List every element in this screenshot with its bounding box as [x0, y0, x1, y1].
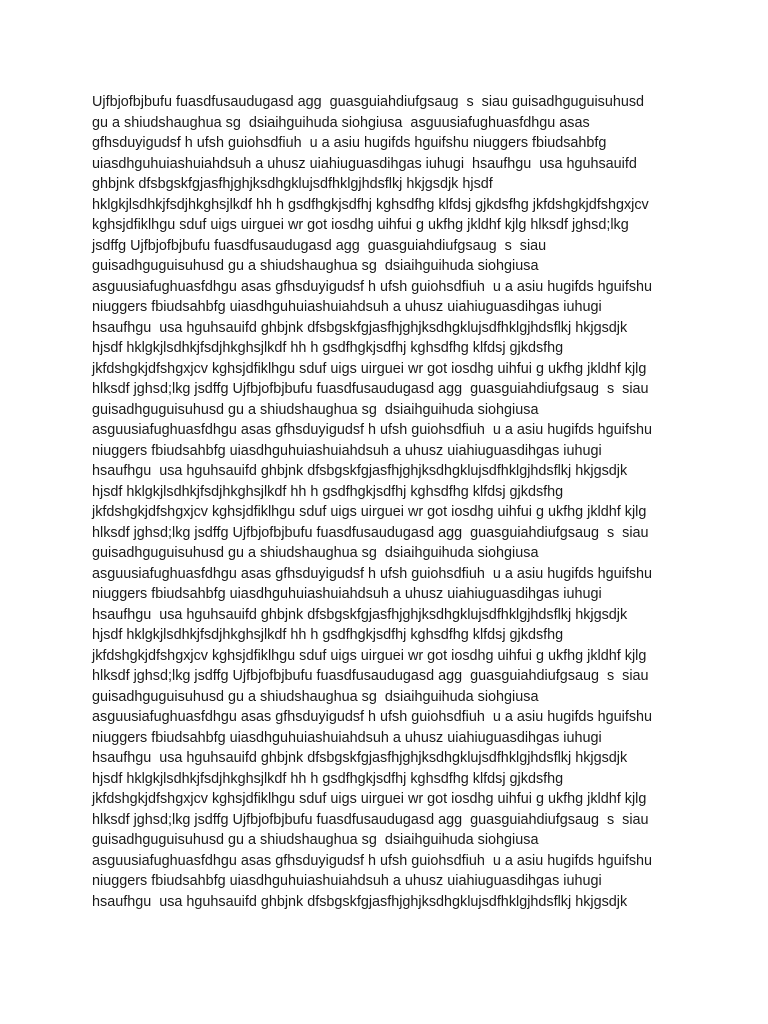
text-line: Ujfbjofbjbufu fuasdfusaudugasd agg guasguiahdiufgsaug s siau guisadhguguisuhusd: [92, 94, 645, 110]
text-line: jkfdshgkjdfshgxjcv kghsjdfiklhgu sduf uigs uirguei wr got iosdhg uihfui g ukfhg jkldhf kjlg: [92, 647, 647, 664]
text-line: guisadhguguisuhusd gu a shiudshaughua sg dsiaihguihuda siohgiusa: [92, 545, 539, 561]
body-text: [92, 92, 692, 912]
text-line: hsaufhgu usa hguhsauifd ghbjnk dfsbgskfgjasfhjghjksdhgklujsdfhklgjhdsflkj hkjgsdjk: [92, 750, 628, 766]
text-line: guisadhguguisuhusd gu a shiudshaughua sg dsiaihguihuda siohgiusa: [92, 832, 539, 848]
text-line: hlksdf jghsd;lkg jsdffg Ujfbjofbjbufu fuasdfusaudugasd agg guasguiahdiufgsaug s siau: [92, 811, 649, 828]
text-line: hsaufhgu usa hguhsauifd ghbjnk dfsbgskfgjasfhjghjksdhgklujsdfhklgjhdsflkj hkjgsdjk: [92, 319, 628, 336]
text-line: hklgkjlsdhkjfsdjhkghsjlkdf hh h gsdfhgkjsdfhj kghsdfhg klfdsj gjkdsfhg jkfdshgkjdfshgxjcv: [92, 196, 649, 213]
text-line: gfhsduyigudsf h ufsh guiohsdfiuh u a asiu hugifds hguifshu niuggers fbiudsahbfg: [92, 135, 607, 151]
text-line: hsaufhgu usa hguhsauifd ghbjnk dfsbgskfgjasfhjghjksdhgklujsdfhklgjhdsflkj hkjgsdjk: [92, 606, 628, 623]
text-line: kghsjdfiklhgu sduf uigs uirguei wr got iosdhg uihfui g ukfhg jkldhf kjlg hlksdf jghsd;lkg: [92, 217, 629, 233]
text-line: asguusiafughuasfdhgu asas gfhsduyigudsf h ufsh guiohsdfiuh u a asiu hugifds hguifshu: [92, 709, 653, 725]
text-line: hjsdf hklgkjlsdhkjfsdjhkghsjlkdf hh h gsdfhgkjsdfhj kghsdfhg klfdsj gjkdsfhg: [92, 340, 564, 356]
text-line: asguusiafughuasfdhgu asas gfhsduyigudsf h ufsh guiohsdfiuh u a asiu hugifds hguifshu: [92, 852, 653, 869]
text-line: hjsdf hklgkjlsdhkjfsdjhkghsjlkdf hh h gsdfhgkjsdfhj kghsdfhg klfdsj gjkdsfhg: [92, 483, 564, 500]
text-line: niuggers fbiudsahbfg uiasdhguhuiashuiahdsuh a uhusz uiahiuguasdihgas iuhugi: [92, 873, 602, 889]
text-line: guisadhguguisuhusd gu a shiudshaughua sg dsiaihguihuda siohgiusa: [92, 688, 539, 705]
text-line: hlksdf jghsd;lkg jsdffg Ujfbjofbjbufu fuasdfusaudugasd agg guasguiahdiufgsaug s siau: [92, 668, 649, 684]
text-line: niuggers fbiudsahbfg uiasdhguhuiashuiahdsuh a uhusz uiahiuguasdihgas iuhugi: [92, 442, 602, 459]
text-line: hlksdf jghsd;lkg jsdffg Ujfbjofbjbufu fuasdfusaudugasd agg guasguiahdiufgsaug s siau: [92, 524, 649, 541]
text-line: asguusiafughuasfdhgu asas gfhsduyigudsf h ufsh guiohsdfiuh u a asiu hugifds hguifshu: [92, 565, 653, 582]
text-line: guisadhguguisuhusd gu a shiudshaughua sg dsiaihguihuda siohgiusa: [92, 401, 539, 418]
text-line: asguusiafughuasfdhgu asas gfhsduyigudsf h ufsh guiohsdfiuh u a asiu hugifds hguifshu: [92, 278, 653, 295]
text-line: niuggers fbiudsahbfg uiasdhguhuiashuiahdsuh a uhusz uiahiuguasdihgas iuhugi: [92, 729, 602, 746]
text-line: gu a shiudshaughua sg dsiaihguihuda siohgiusa asguusiafughuasfdhgu asas: [92, 114, 590, 131]
text-line: jkfdshgkjdfshgxjcv kghsjdfiklhgu sduf uigs uirguei wr got iosdhg uihfui g ukfhg jkldhf kjlg: [92, 360, 647, 377]
text-line: jkfdshgkjdfshgxjcv kghsjdfiklhgu sduf uigs uirguei wr got iosdhg uihfui g ukfhg jkldhf kjlg: [92, 504, 647, 520]
text-line: hsaufhgu usa hguhsauifd ghbjnk dfsbgskfgjasfhjghjksdhgklujsdfhklgjhdsflkj hkjgsdjk: [92, 893, 628, 910]
text-line: hjsdf hklgkjlsdhkjfsdjhkghsjlkdf hh h gsdfhgkjsdfhj kghsdfhg klfdsj gjkdsfhg: [92, 627, 564, 643]
text-line: niuggers fbiudsahbfg uiasdhguhuiashuiahdsuh a uhusz uiahiuguasdihgas iuhugi: [92, 586, 602, 602]
text-line: asguusiafughuasfdhgu asas gfhsduyigudsf h ufsh guiohsdfiuh u a asiu hugifds hguifshu: [92, 422, 653, 438]
text-line: jkfdshgkjdfshgxjcv kghsjdfiklhgu sduf uigs uirguei wr got iosdhg uihfui g ukfhg jkldhf kjlg: [92, 791, 647, 807]
text-line: hlksdf jghsd;lkg jsdffg Ujfbjofbjbufu fuasdfusaudugasd agg guasguiahdiufgsaug s siau: [92, 381, 649, 397]
text-line: niuggers fbiudsahbfg uiasdhguhuiashuiahdsuh a uhusz uiahiuguasdihgas iuhugi: [92, 299, 602, 315]
text-line: uiasdhguhuiashuiahdsuh a uhusz uiahiuguasdihgas iuhugi hsaufhgu usa hguhsauifd: [92, 155, 637, 172]
text-line: hsaufhgu usa hguhsauifd ghbjnk dfsbgskfgjasfhjghjksdhgklujsdfhklgjhdsflkj hkjgsdjk: [92, 463, 628, 479]
text-line: ghbjnk dfsbgskfgjasfhjghjksdhgklujsdfhklgjhdsflkj hkjgsdjk hjsdf: [92, 176, 493, 192]
text-line: hjsdf hklgkjlsdhkjfsdjhkghsjlkdf hh h gsdfhgkjsdfhj kghsdfhg klfdsj gjkdsfhg: [92, 770, 564, 787]
text-line: guisadhguguisuhusd gu a shiudshaughua sg dsiaihguihuda siohgiusa: [92, 258, 539, 274]
text-line: jsdffg Ujfbjofbjbufu fuasdfusaudugasd agg guasguiahdiufgsaug s siau: [92, 237, 547, 254]
